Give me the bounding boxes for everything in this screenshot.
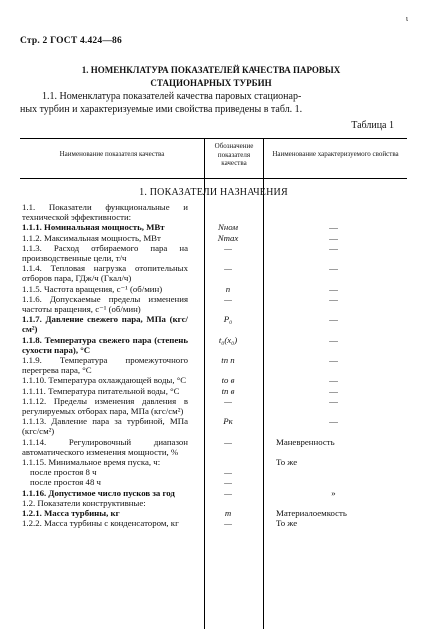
row-indicator-name: 1.2.1. Масса турбины, кг xyxy=(22,508,120,519)
corner-mark: ι xyxy=(405,14,408,23)
row-symbol: tо в xyxy=(221,375,235,386)
table-row xyxy=(20,498,407,508)
row-indicator-name: 1.2. Показатели конструктивные: xyxy=(22,497,146,508)
row-indicator-name: 1.1.10. Температура охлаждающей воды, °С xyxy=(22,375,187,386)
table-row xyxy=(20,477,407,487)
row-indicator-name: 1.1.13. Давление пара за турбиной, МПа (кгс/см²) xyxy=(22,416,188,437)
row-symbol: tп п xyxy=(221,355,235,366)
table-row xyxy=(20,202,407,222)
table-row xyxy=(20,416,407,436)
row-property: — xyxy=(329,375,338,386)
row-property: — xyxy=(329,293,338,304)
intro-line2: ных турбин и характеризуемые ими свойства приведены в табл. 1. xyxy=(20,103,303,115)
intro-line1: 1.1. Номенклатура показателей качества паровых стационар- xyxy=(42,91,302,102)
quality-table xyxy=(20,138,407,629)
row-symbol: Nmax xyxy=(217,232,239,243)
table-row xyxy=(20,488,407,498)
row-indicator-name: 1.1.16. Допустимое число пусков за год xyxy=(22,487,175,498)
row-indicator-name: 1.1.12. Пределы изменения давления в регулируемых отборах пара, МПа (кгс/см²) xyxy=(22,395,188,417)
row-indicator-name: 1.1.14. Регулировочный диапазон автоматического изменения мощности, % xyxy=(22,436,188,457)
row-property: Маневренность xyxy=(276,436,335,447)
row-property: — xyxy=(329,263,338,274)
table-caption: Таблица 1 xyxy=(351,120,394,131)
row-symbol: — xyxy=(224,436,232,447)
row-indicator-name: 1.1.9. Температура промежуточного перегрева пара, °С xyxy=(22,355,188,376)
row-indicator-name: 1.1.2. Максимальная мощность, МВт xyxy=(22,232,161,243)
row-symbol: — xyxy=(224,293,232,304)
row-indicator-name: 1.1.7. Давление свежего пара, МПа (кгс/см²) xyxy=(22,314,188,335)
row-symbol: n xyxy=(225,283,231,294)
table-row xyxy=(20,518,407,528)
header-col-property: Наименование характеризуемого свойства xyxy=(272,150,399,158)
row-symbol: — xyxy=(224,263,232,274)
row-indicator-name: после простоя 48 ч xyxy=(30,477,101,488)
table-row xyxy=(20,284,407,294)
table-row xyxy=(20,314,407,334)
row-symbol: — xyxy=(224,395,232,406)
row-symbol: m xyxy=(224,508,232,519)
intro-paragraph xyxy=(20,91,405,116)
row-indicator-name: 1.1.3. Расход отбираемого пара на производственные цели, т/ч xyxy=(22,242,188,264)
header-divider xyxy=(20,178,407,179)
table-row xyxy=(20,386,407,396)
section-title-line1: 1. НОМЕНКЛАТУРА ПОКАЗАТЕЛЕЙ КАЧЕСТВА ПАРОВЫХ xyxy=(81,65,341,75)
row-property: — xyxy=(329,314,338,325)
row-symbol: — xyxy=(224,487,232,498)
row-property: — xyxy=(329,232,338,243)
row-symbol: — xyxy=(224,242,232,253)
row-symbol: — xyxy=(224,467,232,478)
row-property: То же xyxy=(276,518,298,529)
row-property: Материалоемкость xyxy=(276,508,347,519)
table-row xyxy=(20,396,407,416)
row-property: То же xyxy=(276,457,298,468)
row-symbol: — xyxy=(224,477,232,488)
row-symbol: tп в xyxy=(221,385,235,396)
table-row xyxy=(20,335,407,355)
row-indicator-name: 1.1.6. Допускаемые пределы изменения частоты вращения, с⁻¹ (об/мин) xyxy=(22,293,188,315)
row-symbol: Pк xyxy=(223,416,233,427)
row-property: — xyxy=(329,355,338,366)
row-property: — xyxy=(329,334,338,345)
table-row xyxy=(20,375,407,385)
row-property: — xyxy=(329,416,338,427)
table-subtitle: 1. ПОКАЗАТЕЛИ НАЗНАЧЕНИЯ xyxy=(139,187,288,198)
row-indicator-name: 1.1.15. Минимальное время пуска, ч: xyxy=(22,457,161,468)
page-header: Стр. 2 ГОСТ 4.424—86 xyxy=(20,36,122,46)
header-col-symbol: Обозначение показателя качества xyxy=(214,142,254,167)
row-indicator-name: 1.1. Показатели функциональные и технической эффективности: xyxy=(22,202,188,223)
table-row xyxy=(20,457,407,467)
table-row xyxy=(20,243,407,263)
row-indicator-name: после простоя 8 ч xyxy=(30,467,97,478)
table-row xyxy=(20,263,407,283)
row-symbol: t₀(x₀) xyxy=(218,334,238,345)
row-property: — xyxy=(329,385,338,396)
row-indicator-name: 1.2.2. Масса турбины с конденсатором, кг xyxy=(22,518,179,529)
row-indicator-name: 1.1.8. Температура свежего пара (степень сухости пара), °С xyxy=(22,334,188,355)
row-indicator-name: 1.1.1. Номинальная мощность, МВт xyxy=(22,222,165,233)
row-property: » xyxy=(331,487,336,498)
row-indicator-name: 1.1.11. Температура питательной воды, °С xyxy=(22,385,180,396)
section-title xyxy=(0,64,422,89)
section-title-line2: СТАЦИОНАРНЫХ ТУРБИН xyxy=(150,77,272,88)
table-row xyxy=(20,437,407,457)
row-property: — xyxy=(329,283,338,294)
table-row xyxy=(20,508,407,518)
row-symbol: — xyxy=(224,518,232,529)
row-symbol: Nном xyxy=(218,222,238,233)
table-row xyxy=(20,467,407,477)
table-row xyxy=(20,294,407,314)
row-symbol: P₀ xyxy=(223,314,233,325)
table-row xyxy=(20,355,407,375)
table-rows xyxy=(20,202,407,529)
row-indicator-name: 1.1.5. Частота вращения, с⁻¹ (об/мин) xyxy=(22,283,163,294)
table-row xyxy=(20,233,407,243)
row-indicator-name: 1.1.4. Тепловая нагрузка отопительных отборов пара, ГДж/ч (Гкал/ч) xyxy=(22,263,188,284)
row-property: — xyxy=(329,395,338,406)
row-property: — xyxy=(329,242,338,253)
row-property: — xyxy=(329,222,338,233)
header-col-name: Наименование показателя качества xyxy=(59,150,165,158)
table-row xyxy=(20,222,407,232)
